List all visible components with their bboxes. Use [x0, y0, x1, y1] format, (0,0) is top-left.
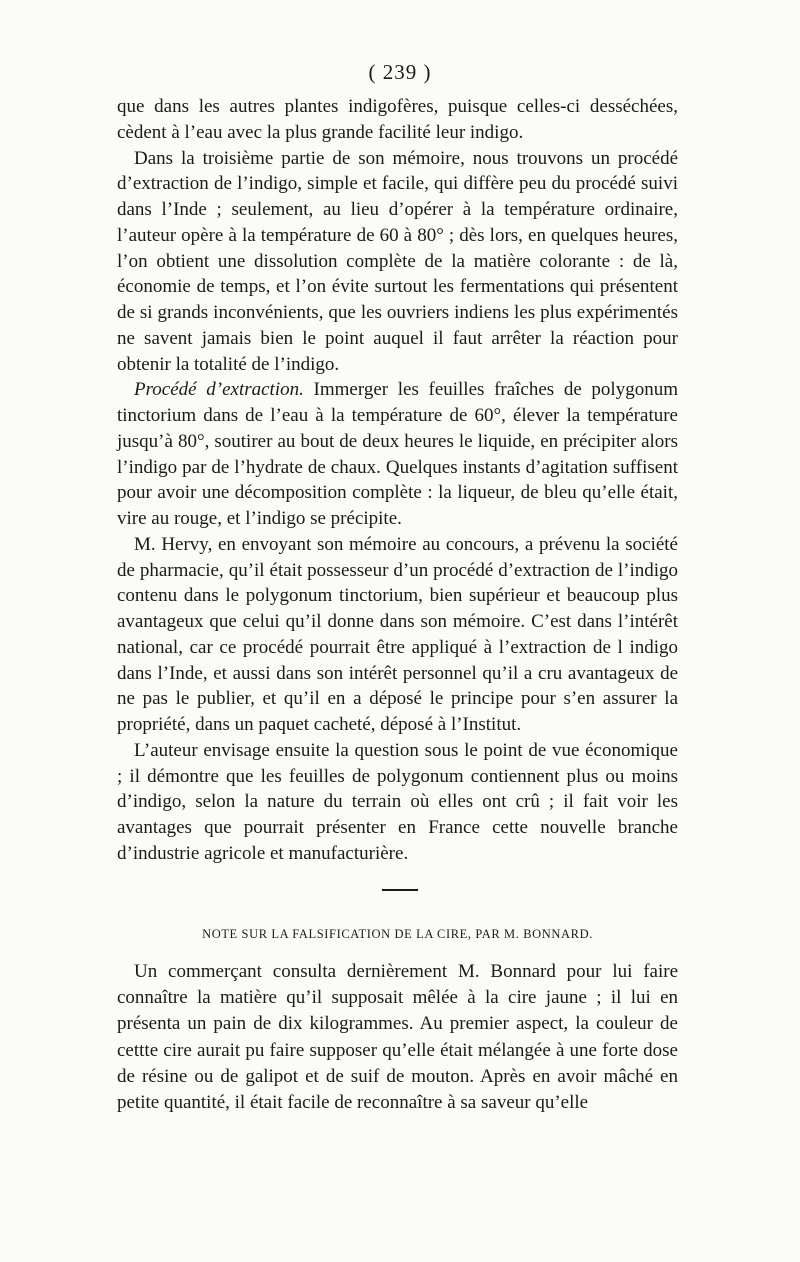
page-number: ( 239 ): [368, 60, 432, 84]
section-divider: [382, 889, 418, 891]
paragraph-third-part: [117, 146, 678, 378]
paragraph-extraction-procedure: [117, 377, 678, 532]
note-paragraph: Un commerçant consulta dernièrement M. Bonnard pour lui faire connaître la matière qu’il supposait mêlée à la cire jaune ; il lui en présenta un pain de dix kilogrammes. Au premier aspect, la couleur de cettte cire aurait pu faire supposer qu’elle était mélangée à une forte dose de résine ou de galipot et de suif de mouton. Après en avoir mâché en petite quantité, il était facile de reconnaître à sa saveur qu’elle: [117, 961, 678, 1114]
note-body: [117, 959, 678, 1116]
note-heading: NOTE SUR LA FALSIFICATION DE LA CIRE, PAR M. BONNARD.: [202, 927, 593, 941]
paragraph-economic: [117, 738, 678, 867]
paragraph-lead-italic: Procédé d’extraction.: [134, 379, 304, 401]
paragraph-continuation: [117, 94, 678, 146]
paragraph-hervy: [117, 532, 678, 738]
paragraph-text: que dans les autres plantes indigofères, puisque celles-ci desséchées, cèdent à l’eau avec la plus grande facilité leur indigo.: [117, 96, 678, 143]
paragraph-text: Immerger les feuilles fraîches de polygonum tinctorium dans de l’eau à la température de 60°, élever la température jusqu’à 80°, soutirer au bout de deux heures le liquide, en précipiter alors l’indigo par de l’hydrate de chaux. Quelques instants d’agitation suffisent pour avoir une décomposition complète : la liqueur, de bleu qu’elle était, vire au rouge, et l’indigo se précipite.: [117, 379, 678, 529]
main-text: [117, 94, 678, 867]
paragraph-text: Dans la troisième partie de son mémoire, nous trouvons un procédé d’extraction de l’indigo, simple et facile, qui diffère peu du procédé suivi dans l’Inde ; seulement, au lieu d’opérer à la température ordinaire, l’auteur opère à la température de 60 à 80° ; dès lors, en quelques heures, l’on obtient une dissolution complète de la matière colorante : de là, économie de temps, et l’on évite surtout les fermentations qui présentent de si grands inconvénients, que les ouvriers indiens les plus expérimentés ne savent jamais bien le point auquel il faut arrêter la réaction pour obtenir la totalité de l’indigo.: [117, 147, 678, 375]
paragraph-text: L’auteur envisage ensuite la question sous le point de vue économique ; il démontre que les feuilles de polygonum contiennent plus ou moins d’indigo, selon la nature du terrain où elles ont crû ; il fait voir les avantages que pourrait présenter en France cette nouvelle branche d’industrie agricole et manufacturière.: [117, 739, 678, 864]
paragraph-text: M. Hervy, en envoyant son mémoire au concours, a prévenu la société de pharmacie, qu’il était possesseur d’un procédé d’extraction de l’indigo contenu dans le polygonum tinctorium, bien supérieur et beaucoup plus avantageux que celui qu’il donne dans son mémoire. C’est dans l’intérêt national, car ce procédé pourrait être appliqué à l’extraction de l indigo dans l’Inde, et aussi dans son intérêt personnel qu’il a cru avantageux de ne pas le publier, et qu’il en a déposé le principe pour s’en assurer la propriété, dans un paquet cacheté, déposé à l’Institut.: [117, 533, 678, 735]
